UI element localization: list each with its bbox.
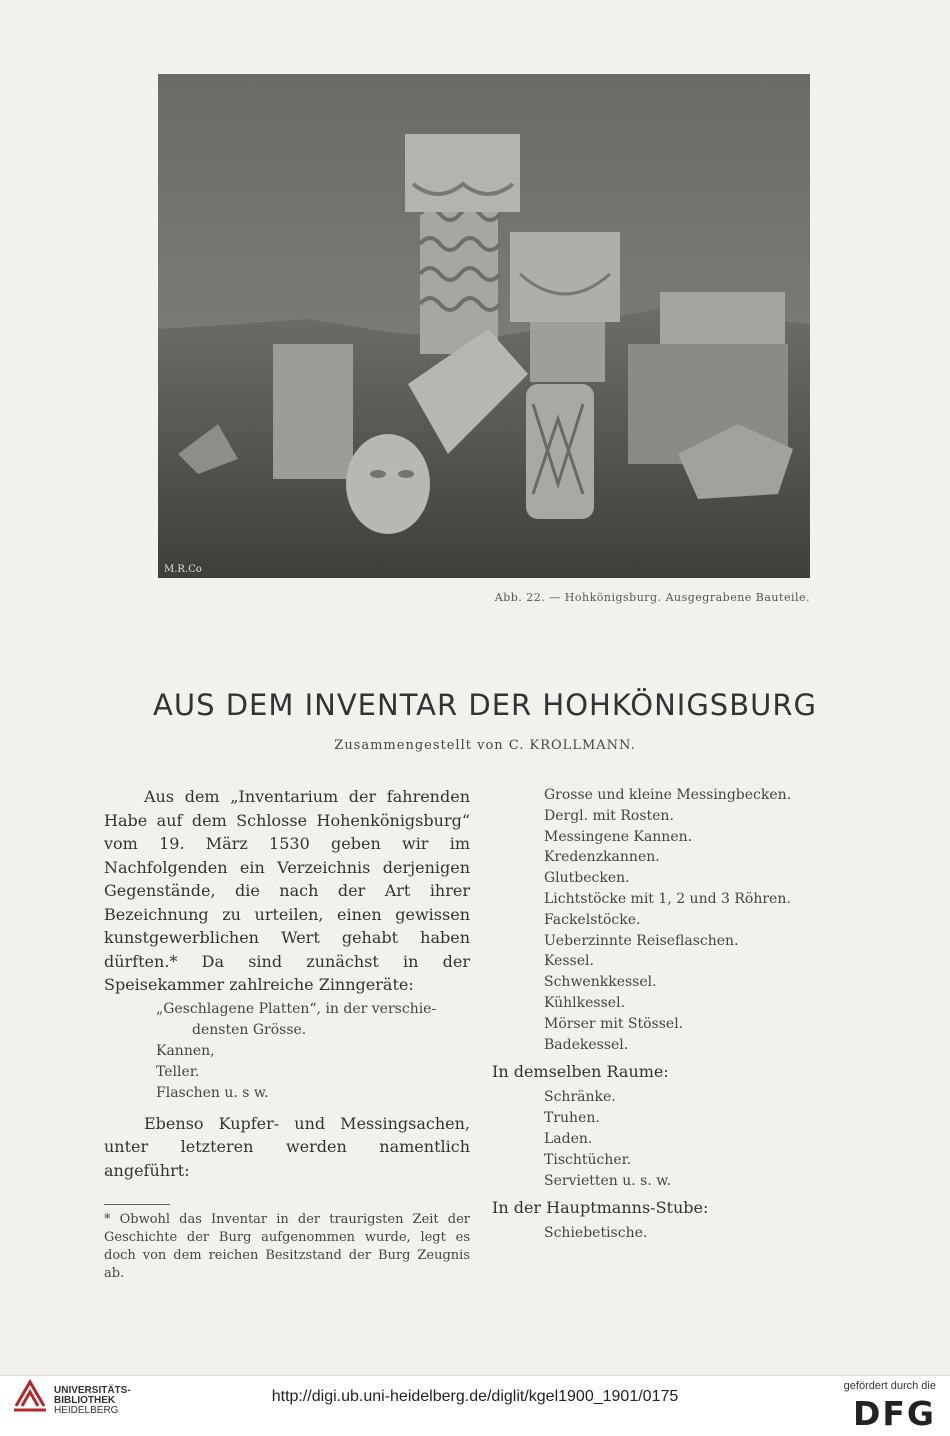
list-item: „Geschlagene Platten“, in der verschie- — [156, 1000, 437, 1017]
photo-mark-text: M.R.Co — [164, 564, 202, 575]
list-item: Schränke. — [544, 1089, 616, 1106]
footer-bar — [0, 1375, 950, 1436]
list-item: Teller. — [156, 1063, 200, 1080]
list-item: Lichtstöcke mit 1, 2 und 3 Röhren. — [544, 890, 791, 907]
figure-photo — [158, 74, 810, 578]
list-item: Grosse und kleine Messingbecken. — [544, 787, 792, 803]
footnote: * Obwohl das Inventar in der traurigsten Zeit der Geschichte der Burg aufgenommen wurde, legt es doch von dem reichen Besitzstand der Burg Zeugnis ab. — [104, 1212, 470, 1281]
library-name-line: BIBLIOTHEK — [54, 1395, 116, 1406]
figure-caption: Abb. 22. — Hohkönigsburg. Ausgegrabene Bauteile. — [494, 591, 810, 604]
dfg-logo: DFG — [852, 1394, 936, 1433]
library-name-line: UNIVERSITÄTS- — [54, 1385, 131, 1396]
footnote-divider — [104, 1204, 170, 1205]
funded-by-label: gefördert durch die — [843, 1380, 936, 1392]
list-item: Flaschen u. s w. — [156, 1084, 269, 1101]
list-item: Kühlkessel. — [544, 994, 626, 1011]
article-title: AUS DEM INVENTAR DER HOHKÖNIGSBURG — [153, 688, 817, 722]
list-item: Tischtücher. — [544, 1151, 632, 1168]
left-column — [104, 785, 470, 1283]
right-column — [492, 785, 822, 1244]
list-item: Schiebetische. — [544, 1225, 648, 1242]
list-item: Badekessel. — [544, 1036, 629, 1053]
messing-paragraph: Ebenso Kupfer- und Messingsachen, unter letzteren werden namentlich angeführt: — [104, 1113, 470, 1180]
list-item: Schwenkkessel. — [544, 974, 657, 991]
list-item: Glutbecken. — [544, 870, 630, 887]
list-item: Kessel. — [544, 953, 594, 970]
list-item: Dergl. mit Rosten. — [544, 807, 674, 824]
list-item: Kredenzkannen. — [544, 849, 660, 866]
zinn-list — [104, 999, 470, 1104]
library-logo-icon — [12, 1376, 48, 1416]
list-item: Laden. — [544, 1130, 593, 1147]
library-name-line: HEIDELBERG — [54, 1405, 119, 1416]
section-heading-stube: In der Hauptmanns-Stube: — [492, 1198, 709, 1218]
list-item: Fackelstöcke. — [544, 911, 641, 928]
section-heading-raum: In demselben Raume: — [492, 1062, 669, 1082]
list-item: Mörser mit Stössel. — [544, 1015, 684, 1032]
intro-paragraph: Aus dem „Inventarium der fahrenden Habe auf dem Schlosse Hohenkönigsburg“ vom 19. März 1530 geben wir im Nachfolgenden ein Verzeichnis derjenigen Gegenstände, die nach der Art ihrer Bezeichnung zu urteilen, einen gewissen kunstgewerblichen Wert gehabt haben dürften.* Da sind zunächst in der Speisekammer zahlreiche Zinngeräte: — [104, 787, 470, 994]
list-item: Ueberzinnte Reiseflaschen. — [544, 932, 739, 949]
list-item: densten Grösse. — [192, 1021, 307, 1038]
list-item: Truhen. — [544, 1110, 600, 1127]
list-item: Kannen, — [156, 1042, 215, 1059]
source-url-link[interactable]: http://digi.ub.uni-heidelberg.de/diglit/kgel1900_1901/0175 — [271, 1388, 679, 1405]
list-item: Servietten u. s. w. — [544, 1172, 672, 1189]
ruins-photo-illustration — [158, 74, 810, 578]
library-name — [54, 1386, 131, 1416]
list-item: Messingene Kannen. — [544, 828, 693, 845]
article-byline: Zusammengestellt von C. KROLLMANN. — [334, 738, 636, 753]
